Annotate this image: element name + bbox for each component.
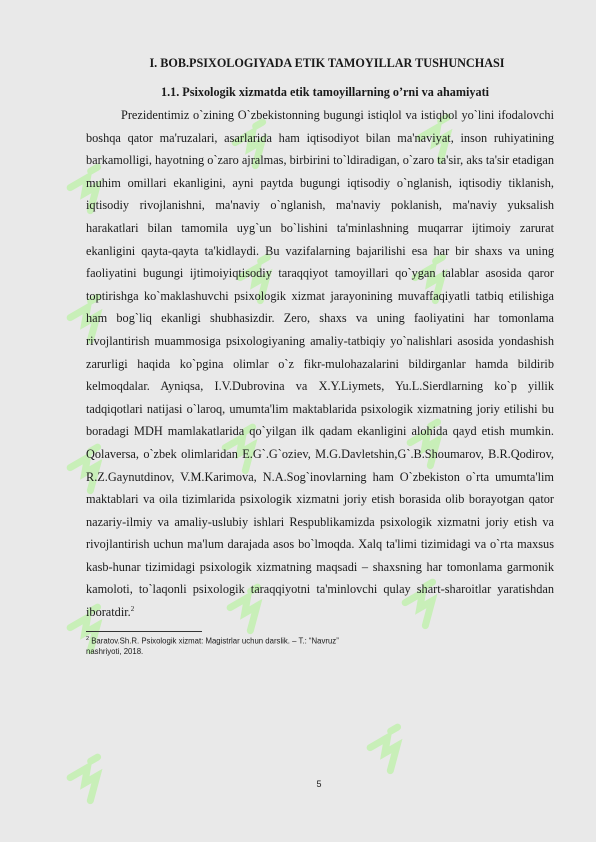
footnote-separator: [86, 631, 202, 632]
page-content: [86, 56, 554, 657]
green-logo-icon: [360, 720, 420, 780]
paragraph-text: Prezidentimiz o`zining O`zbekistonning bugungi istiqlol va istiqbol yo`lini ifodalovchi boshqa qator ma'ruzalari, asarlarida ham iqtisodiyot bilan ma'naviyat, inson ruhiyatining barkamolligi, hayotning o`zaro ajralmas, birbirini to`ldiradigan, o`zaro ta'sir, aks ta'sir etadigan muhim omillari ekanligini, ayni paytda bugungi iqtisodiy o`nglanish, iqtisodiy tiklanish, iqtisodiy rivojlanishni, ma'naviy o`nglanish, ma'naviy poklanish, ma'naviy yuksalish harakatlari bilan tamomila uyg`un bo`lishini ta'minlashning muqarrar ijtimoiy zarurat ekanligini qayta-qayta ta'kidlaydi. Bu vazifalarning bajarilishi esa har bir shaxs va uning faoliyatini bugungi ijtimoiyiqtisodiy taraqqiyot tamoyillari qo`ygan talablar asosida qaror toptirishga ko`maklashuvchi psixologik xizmat jarayonining muvaffaqiyatli tatbiq etilishiga ham bog`liq ekanligi shubhasizdir. Zero, shaxs va uning faoliyatini har tomonlama rivojlantirish muammosiga psixologiyaning amaliy-tatbiqiy yo`nalishlari asosida yondashish zarurligi haqida ko`pgina olimlar o`z fikr-mulohazalarini bildirganlar hamda bildirib kelmoqdalar. Ayniqsa, I.V.Dubrovina va X.Y.Liymets, Yu.L.Sierdlarning ko`p yillik tadqiqotlari natijasi o`laroq, umumta'lim maktablarida psixologik xizmatning joriy etilishi bu boradagi MDH mamlakatlarida qo`yilgan ilk qadam ekanligini alohida qayd etish mumkin. Qolaversa, o`zbek olimlaridan E.G`.G`oziev, M.G.Davletshin,G`.B.Shoumarov, B.R.Qodirov, R.Z.Gaynutdinov, V.M.Karimova, N.A.Sog`inovlarning ham O`zbekiston o`rta umumta'lim maktablari va oila tizimlarida psixologik xizmatni joriy etish borasida olib borayotgan qator nazariy-ilmiy va amaliy-uslubiy ishlari Respublikamizda psixologik xizmatni joriy etish va rivojlantirish uchun ma'lum darajada asos bo`lmoqda. Xalq ta'limi tizimidagi va o`rta maxsus kasb-hunar tizimidagi psixologik xizmatning maqsadi – shaxsning har tomonlama garmonik kamoloti, to`laqonli psixologik taraqqiyotni ta'minlovchi qulay shart-sharoitlar yaratishdan iboratdir.: [86, 108, 554, 620]
footnote-mark: 2: [86, 635, 90, 642]
body-paragraph: [86, 104, 554, 624]
page-number: 5: [316, 779, 322, 789]
section-title: 1.1. Psixologik xizmatda etik tamoyillarning o’rni va ahamiyati: [160, 85, 490, 99]
footnote-reference: 2: [130, 604, 135, 613]
footnote-text: Baratov.Sh.R. Psixologik xizmat: Magistrlar uchun darslik. – T.: “Navruz” nashriyoti, 2018.: [86, 636, 339, 657]
footnote: [86, 634, 376, 658]
chapter-title: I. BOB.PSIXOLOGIYADA ETIK TAMOYILLAR TUSHUNCHASI: [149, 56, 505, 70]
